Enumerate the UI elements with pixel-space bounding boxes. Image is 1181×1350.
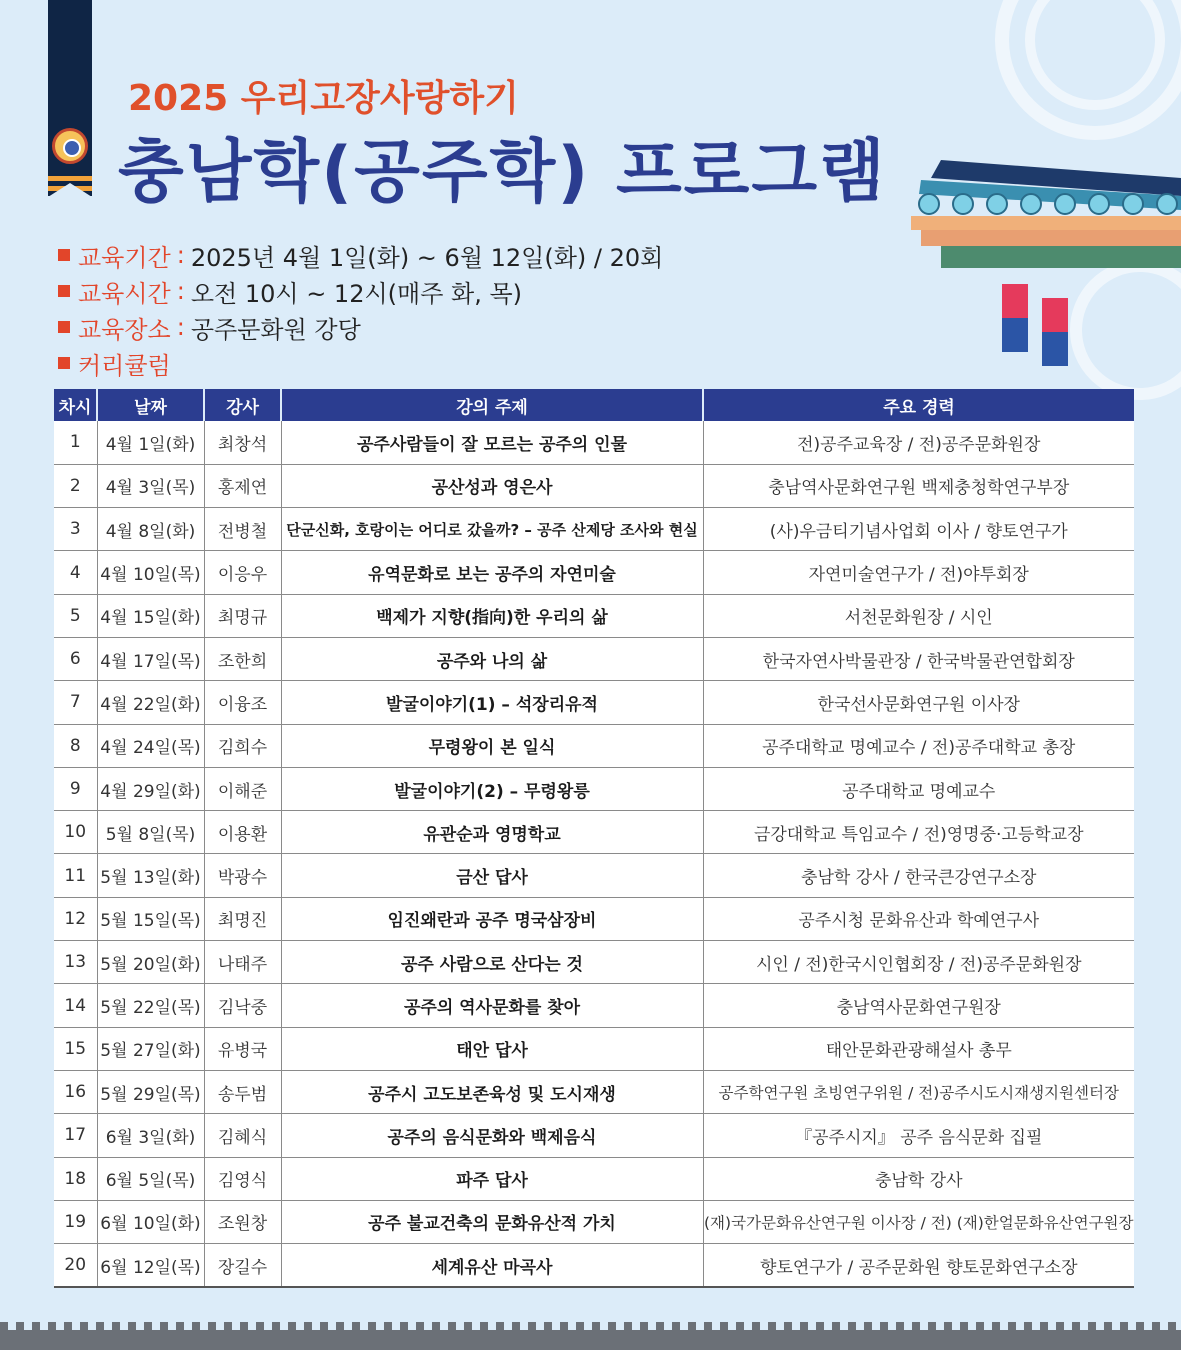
info-label: 교육시간: [78, 279, 171, 308]
session-number-cell: 19: [54, 1200, 97, 1243]
lecturer-cell: 송두범: [204, 1070, 281, 1113]
date-cell: 5월 8일(목): [97, 811, 204, 854]
info-colon: :: [176, 277, 185, 305]
session-number-cell: 9: [54, 767, 97, 810]
session-number-cell: 4: [54, 551, 97, 594]
date-cell: 5월 20일(화): [97, 941, 204, 984]
info-value: 공주문화원 강당: [190, 315, 361, 344]
column-header: 주요 경력: [703, 389, 1134, 421]
table-row: [54, 1114, 1134, 1157]
session-number-cell: 6: [54, 637, 97, 680]
table-row: [54, 854, 1134, 897]
topic-cell: 공주사람들이 잘 모르는 공주의 인물: [281, 421, 703, 464]
career-cell: 『공주시지』 공주 음식문화 집필: [703, 1114, 1134, 1157]
info-row-period: [58, 237, 663, 273]
date-cell: 6월 10일(화): [97, 1200, 204, 1243]
topic-cell: 금산 답사: [281, 854, 703, 897]
bottom-decoration-band: [0, 1330, 1181, 1350]
lecturer-cell: 김영식: [204, 1157, 281, 1200]
date-cell: 4월 24일(목): [97, 724, 204, 767]
career-cell: 공주대학교 명예교수 / 전)공주대학교 총장: [703, 724, 1134, 767]
career-cell: 공주학연구원 초빙연구위원 / 전)공주시도시재생지원센터장: [703, 1070, 1134, 1113]
topic-cell: 무령왕이 본 일식: [281, 724, 703, 767]
date-cell: 6월 12일(목): [97, 1244, 204, 1287]
topic-cell: 파주 답사: [281, 1157, 703, 1200]
column-header: 강사: [204, 389, 281, 421]
session-number-cell: 3: [54, 508, 97, 551]
career-cell: 자연미술연구가 / 전)야투회장: [703, 551, 1134, 594]
column-header: 차시: [54, 389, 97, 421]
career-cell: 전)공주교육장 / 전)공주문화원장: [703, 421, 1134, 464]
bullet-icon: [58, 321, 70, 333]
date-cell: 4월 8일(화): [97, 508, 204, 551]
date-cell: 4월 17일(목): [97, 637, 204, 680]
table-row: [54, 464, 1134, 507]
roof-eave-illustration: [911, 148, 1181, 268]
table-row: [54, 767, 1134, 810]
table-row: [54, 897, 1134, 940]
topic-cell: 공주시 고도보존육성 및 도시재생: [281, 1070, 703, 1113]
topic-cell: 백제가 지향(指向)한 우리의 삶: [281, 594, 703, 637]
topic-cell: 단군신화, 호랑이는 어디로 갔을까? – 공주 산제당 조사와 현실: [281, 508, 703, 551]
date-cell: 4월 1일(화): [97, 421, 204, 464]
topic-cell: 유역문화로 보는 공주의 자연미술: [281, 551, 703, 594]
session-number-cell: 15: [54, 1027, 97, 1070]
career-cell: (사)우금티기념사업회 이사 / 향토연구가: [703, 508, 1134, 551]
career-cell: 충남역사문화연구원장: [703, 984, 1134, 1027]
table-row: [54, 551, 1134, 594]
career-cell: 공주시청 문화유산과 학예연구사: [703, 897, 1134, 940]
date-cell: 5월 27일(화): [97, 1027, 204, 1070]
career-cell: 태안문화관광해설사 총무: [703, 1027, 1134, 1070]
lecturer-cell: 최창석: [204, 421, 281, 464]
info-colon: :: [176, 313, 185, 341]
session-number-cell: 20: [54, 1244, 97, 1287]
ribbon-stripe: [48, 186, 92, 191]
topic-cell: 공주 불교건축의 문화유산적 가치: [281, 1200, 703, 1243]
career-cell: 한국선사문화연구원 이사장: [703, 681, 1134, 724]
lecturer-cell: 이응우: [204, 551, 281, 594]
bullet-icon: [58, 285, 70, 297]
session-number-cell: 12: [54, 897, 97, 940]
date-cell: 6월 3일(화): [97, 1114, 204, 1157]
table-row: [54, 1200, 1134, 1243]
info-row-curriculum: [58, 345, 663, 381]
date-cell: 4월 22일(화): [97, 681, 204, 724]
career-cell: 충남학 강사 / 한국큰강연구소장: [703, 854, 1134, 897]
table-row: [54, 1070, 1134, 1113]
table-row: [54, 811, 1134, 854]
table-header-row: [54, 389, 1134, 421]
ribbon-stripe: [48, 176, 92, 181]
lecturer-cell: 장길수: [204, 1244, 281, 1287]
career-cell: 서천문화원장 / 시인: [703, 594, 1134, 637]
page-subtitle: 2025 우리고장사랑하기: [128, 78, 519, 119]
table-row: [54, 1027, 1134, 1070]
table-row: [54, 594, 1134, 637]
topic-cell: 공주의 음식문화와 백제음식: [281, 1114, 703, 1157]
table-row: [54, 1244, 1134, 1287]
date-cell: 4월 3일(목): [97, 464, 204, 507]
bullet-icon: [58, 249, 70, 261]
topic-cell: 공산성과 영은사: [281, 464, 703, 507]
career-cell: 충남역사문화연구원 백제충청학연구부장: [703, 464, 1134, 507]
session-number-cell: 7: [54, 681, 97, 724]
page-title: 충남학(공주학) 프로그램: [118, 133, 887, 212]
date-cell: 4월 15일(화): [97, 594, 204, 637]
info-row-location: [58, 309, 663, 345]
info-value: 2025년 4월 1일(화) ~ 6월 12일(화) / 20회: [190, 243, 664, 272]
career-cell: 향토연구가 / 공주문화원 향토문화연구소장: [703, 1244, 1134, 1287]
session-number-cell: 16: [54, 1070, 97, 1113]
session-number-cell: 14: [54, 984, 97, 1027]
topic-cell: 공주 사람으로 산다는 것: [281, 941, 703, 984]
curriculum-table: [54, 389, 1134, 1288]
table-row: [54, 637, 1134, 680]
topic-cell: 임진왜란과 공주 명국삼장비: [281, 897, 703, 940]
lecturer-cell: 이해준: [204, 767, 281, 810]
career-cell: 시인 / 전)한국시인협회장 / 전)공주문화원장: [703, 941, 1134, 984]
medallion-icon: [52, 128, 88, 164]
date-cell: 5월 22일(목): [97, 984, 204, 1027]
info-list: [58, 237, 663, 381]
lecturer-cell: 김혜식: [204, 1114, 281, 1157]
flower-pattern-decoration: [1070, 260, 1181, 400]
lecturer-cell: 이융조: [204, 681, 281, 724]
info-label: 교육장소: [78, 315, 171, 344]
table-row: [54, 508, 1134, 551]
table-row: [54, 1157, 1134, 1200]
info-row-time: [58, 273, 663, 309]
session-number-cell: 10: [54, 811, 97, 854]
topic-cell: 발굴이야기(2) – 무령왕릉: [281, 767, 703, 810]
header-ribbon: [48, 0, 92, 196]
lecturer-cell: 최명규: [204, 594, 281, 637]
topic-cell: 유관순과 영명학교: [281, 811, 703, 854]
topic-cell: 태안 답사: [281, 1027, 703, 1070]
lecturer-cell: 최명진: [204, 897, 281, 940]
topic-cell: 공주의 역사문화를 찾아: [281, 984, 703, 1027]
column-header: 강의 주제: [281, 389, 703, 421]
session-number-cell: 2: [54, 464, 97, 507]
lecturer-cell: 유병국: [204, 1027, 281, 1070]
session-number-cell: 8: [54, 724, 97, 767]
date-cell: 4월 29일(화): [97, 767, 204, 810]
session-number-cell: 17: [54, 1114, 97, 1157]
lecturer-cell: 홍제연: [204, 464, 281, 507]
lecturer-cell: 전병철: [204, 508, 281, 551]
table-row: [54, 421, 1134, 464]
career-cell: 공주대학교 명예교수: [703, 767, 1134, 810]
lecturer-cell: 박광수: [204, 854, 281, 897]
lecturer-cell: 이용환: [204, 811, 281, 854]
date-cell: 5월 29일(목): [97, 1070, 204, 1113]
bullet-icon: [58, 357, 70, 369]
topic-cell: 공주와 나의 삶: [281, 637, 703, 680]
lecturer-cell: 나태주: [204, 941, 281, 984]
career-cell: 충남학 강사: [703, 1157, 1134, 1200]
table-row: [54, 984, 1134, 1027]
session-number-cell: 18: [54, 1157, 97, 1200]
table-row: [54, 681, 1134, 724]
session-number-cell: 13: [54, 941, 97, 984]
career-cell: (재)국가문화유산연구원 이사장 / 전) (재)한얼문화유산연구원장: [703, 1200, 1134, 1243]
lecturer-cell: 김낙중: [204, 984, 281, 1027]
topic-cell: 발굴이야기(1) – 석장리유적: [281, 681, 703, 724]
session-number-cell: 1: [54, 421, 97, 464]
lantern-decoration: [1002, 284, 1028, 352]
career-cell: 금강대학교 특임교수 / 전)영명중·고등학교장: [703, 811, 1134, 854]
date-cell: 4월 10일(목): [97, 551, 204, 594]
lecturer-cell: 김희수: [204, 724, 281, 767]
lecturer-cell: 조원창: [204, 1200, 281, 1243]
info-label: 교육기간: [78, 243, 171, 272]
date-cell: 5월 13일(화): [97, 854, 204, 897]
topic-cell: 세계유산 마곡사: [281, 1244, 703, 1287]
lecturer-cell: 조한희: [204, 637, 281, 680]
date-cell: 5월 15일(목): [97, 897, 204, 940]
session-number-cell: 11: [54, 854, 97, 897]
info-value: 오전 10시 ~ 12시(매주 화, 목): [190, 279, 523, 308]
lantern-decoration: [1042, 298, 1068, 366]
info-label: 커리큘럼: [78, 351, 171, 380]
career-cell: 한국자연사박물관장 / 한국박물관연합회장: [703, 637, 1134, 680]
table-row: [54, 941, 1134, 984]
column-header: 날짜: [97, 389, 204, 421]
table-row: [54, 724, 1134, 767]
session-number-cell: 5: [54, 594, 97, 637]
date-cell: 6월 5일(목): [97, 1157, 204, 1200]
info-colon: :: [176, 241, 185, 269]
